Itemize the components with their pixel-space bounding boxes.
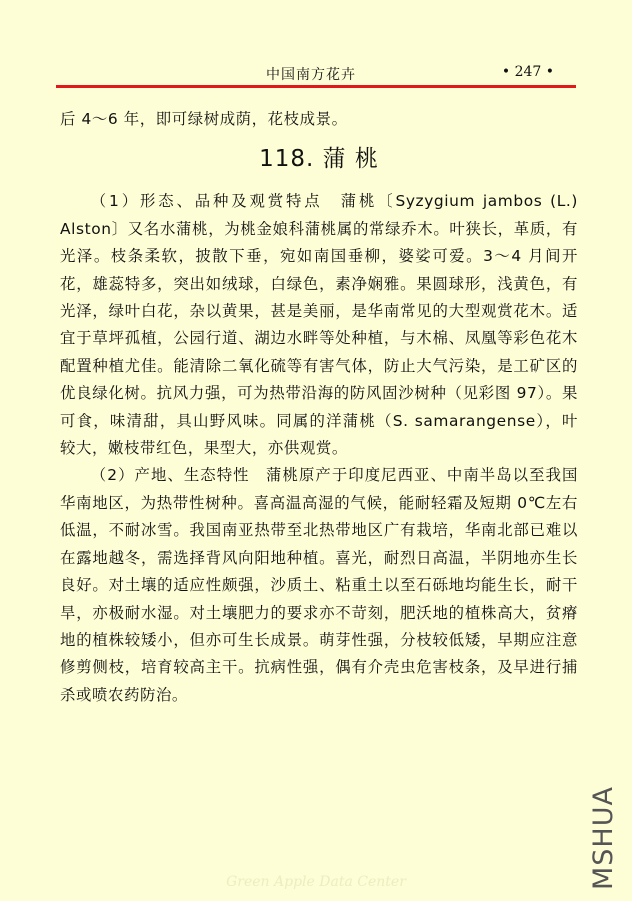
running-header-title: 中国南方花卉	[266, 67, 356, 83]
paragraph-ecology: （2）产地、生态特性 蒲桃原产于印度尼西亚、中南半岛以至我国华南地区，为热带性树种。喜高温高湿的气候，能耐轻霜及短期 0℃左右低温，不耐冰雪。我国南亚热带至北热带地区广有栽培，华南北部已难以在露地越冬，需选择背风向阳地种植。喜光，耐烈日高温，半阴地亦生长良好。对土壤的适应性颇强，沙质土、粘重土以至石砾地均能生长，耐干旱，亦极耐水湿。对土壤肥力的要求亦不苛刻，肥沃地的植株高大，贫瘠地的植株较矮小，但亦可生长成景。萌芽性强，分枝较低矮，早期应注意修剪侧枝，培育较高主干。抗病性强，偶有介壳虫危害枝条，及早进行捕杀或喷农药防治。	[60, 466, 578, 704]
footer-watermark: Green Apple Data Center	[226, 874, 406, 890]
paragraph-morphology: （1）形态、品种及观赏特点 蒲桃〔Syzygium jambos (L.) Alston〕又名水蒲桃，为桃金娘科蒲桃属的常绿乔木。叶狭长，革质，有光泽。枝条柔软，披散下垂，宛如南国垂柳，婆娑可爱。3～4 月间开花，雄蕊特多，突出如绒球，白绿色，素净娴雅。果圆球形，浅黄色，有光泽，绿叶白花，杂以黄果，甚是美丽，是华南常见的大型观赏花木。适宜于草坪孤植，公园行道、湖边水畔等处种植，与木棉、凤凰等彩色花木配置种植尤佳。能清除二氧化硫等有害气体，防止大气污染，是工矿区的优良绿化树。抗风力强，可为热带沿海的防风固沙树种（见彩图 97）。果可食，味清甜，具山野风味。同属的洋蒲桃（S. samarangense），叶较大，嫩枝带红色，果型大，亦供观赏。	[60, 192, 578, 458]
page-header	[56, 64, 576, 86]
side-watermark: MSHUA	[588, 786, 619, 890]
intro-line: 后 4～6 年，即可绿树成荫，花枝成景。	[60, 110, 348, 128]
page-body	[60, 106, 578, 709]
section-title: 118. 蒲 桃	[259, 146, 379, 173]
page-number: • 247 •	[501, 64, 554, 80]
header-rule	[56, 85, 576, 88]
